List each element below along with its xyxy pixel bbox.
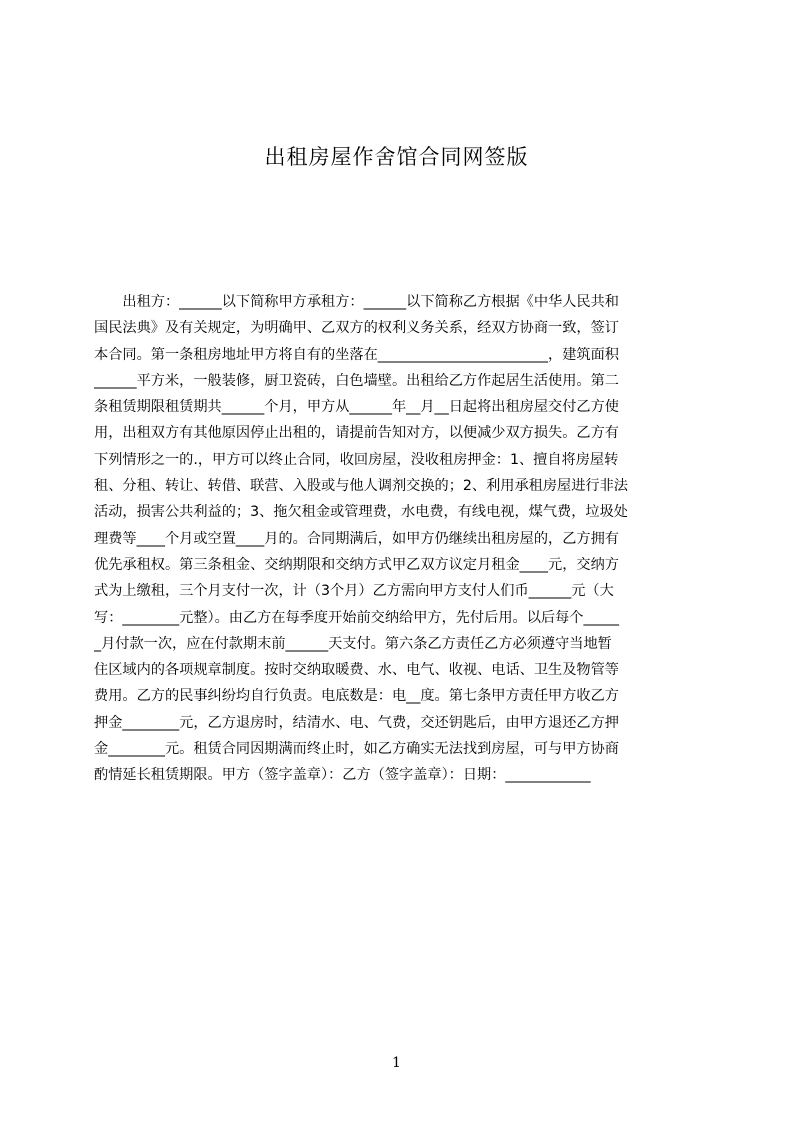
body-line: 条租赁期限租赁期共______个月，甲方从______年__月__日起将出租房屋交付乙方使 (94, 399, 619, 416)
body-line: 住区域内的各项规章制度。按时交纳取暖费、水、电气、收视、电话、卫生及物管等 (94, 662, 619, 679)
body-line: 写：________元整）。由乙方在每季度开始前交纳给甲方，先付后用。以后每个_____ (94, 609, 619, 626)
contract-body (94, 289, 700, 809)
body-line: 出租方：______以下简称甲方承租方：______以下简称乙方根据《中华人民共和 (94, 294, 619, 310)
body-line: _月付款一次，应在付款期末前______天支付。第六条乙方责任乙方必须遵守当地暂 (94, 635, 612, 652)
body-line: 式为上缴租，三个月支付一次，计（3个月）乙方需向甲方支付人们币______元（大 (94, 583, 614, 600)
body-line: 优先承租权。第三条租金、交纳期限和交纳方式甲乙双方议定月租金____元，交纳方 (94, 556, 619, 573)
body-line: ______平方米，一般装修，厨卫瓷砖，白色墙壁。出租给乙方作起居生活使用。第二 (94, 372, 619, 389)
body-line: 活动，损害公共利益的；3、拖欠租金或管理费，水电费，有线电视，煤气费，垃圾处 (94, 504, 628, 521)
body-line: 押金________元，乙方退房时，结清水、电、气费，交还钥匙后，由甲方退还乙方押 (94, 714, 619, 731)
body-line: 下列情形之一的.，甲方可以终止合同，收回房屋，没收租房押金：1、擅自将房屋转 (94, 451, 619, 468)
body-line: 理费等____个月或空置____月的。合同期满后，如甲方仍继续出租房屋的，乙方拥有 (94, 530, 619, 547)
body-line: 费用。乙方的民事纠纷均自行负责。电底数是：电__度。第七条甲方责任甲方收乙方 (94, 688, 619, 705)
body-line: 酌情延长租赁期限。甲方（签字盖章）：乙方（签字盖章）：日期：____________ (94, 767, 591, 784)
body-line: 国民法典》及有关规定，为明确甲、乙双方的权利义务关系，经双方协商一致，签订 (94, 320, 619, 337)
document-title: 出租房屋作舍馆合同网签版 (264, 145, 529, 169)
body-line: 租、分租、转让、转借、联营、入股或与他人调剂交换的；2、利用承租房屋进行非法 (94, 478, 628, 495)
body-line: 本合同。第一条租房地址甲方将自有的坐落在________________________，建筑面积 (94, 346, 619, 363)
body-line: 金________元。租赁合同因期满而终止时，如乙方确实无法找到房屋，可与甲方协商 (94, 741, 619, 758)
page-number: 1 (392, 1055, 401, 1071)
body-line: 用，出租双方有其他原因停止出租的，请提前告知对方，以便减少双方损失。乙方有 (94, 425, 619, 442)
